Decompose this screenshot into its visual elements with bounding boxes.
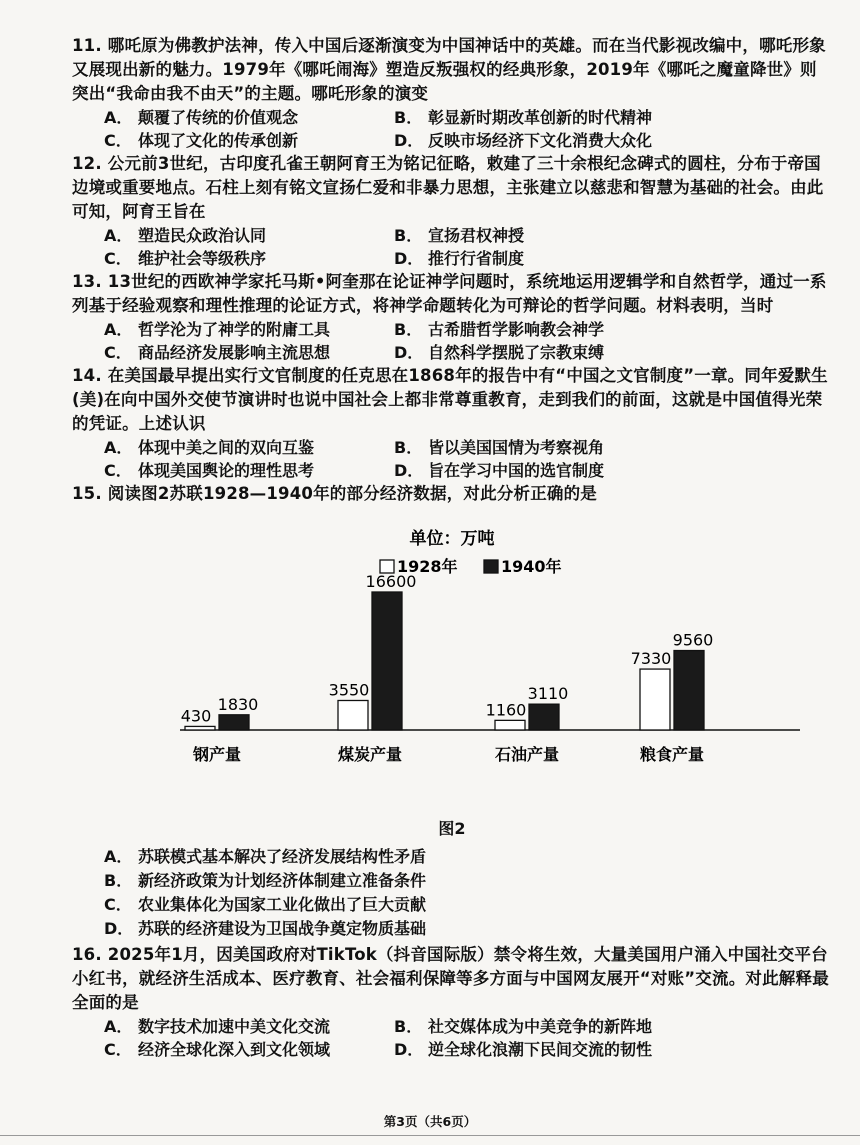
option-text: 逆全球化浪潮下民间交流的韧性 xyxy=(428,1040,653,1059)
bar-3-1 xyxy=(674,651,704,730)
option-letter: B． xyxy=(394,320,423,339)
question-14 xyxy=(72,364,832,482)
option-a xyxy=(104,318,394,341)
question-text: 12. 公元前3世纪，古印度孔雀王朝阿育王为铭记征略，敕建了三十余根纪念碑式的圆柱，分布于帝国边境或重要地点。石柱上刻有铭文宣扬仁爱和非暴力思想，主张建立以慈悲和智慧为基础的社会。由此可知，阿育王旨在 xyxy=(72,154,824,221)
option-text: 自然科学摆脱了宗教束缚 xyxy=(428,343,605,362)
legend-label-0: 1928年 xyxy=(397,557,458,576)
option-text: 体现美国舆论的理性思考 xyxy=(138,461,315,480)
question-15-options xyxy=(104,845,832,941)
data-label-1-1: 16600 xyxy=(365,572,417,591)
option-d xyxy=(394,129,814,152)
option-letter: B． xyxy=(394,1017,423,1036)
page-footer: 第3页（共6页） xyxy=(383,1114,477,1129)
option-letter: B． xyxy=(394,438,423,457)
option-letter: B． xyxy=(104,871,133,890)
option-letter: A． xyxy=(104,847,133,866)
option-c xyxy=(104,459,394,482)
option-letter: D． xyxy=(394,343,424,362)
option-text: 颠覆了传统的价值观念 xyxy=(138,108,299,127)
option-text: 哲学沦为了神学的附庸工具 xyxy=(138,320,331,339)
bar-3-0 xyxy=(640,669,670,730)
option-letter: D． xyxy=(394,461,424,480)
category-label-1: 煤炭产量 xyxy=(337,745,403,764)
option-letter: D． xyxy=(104,919,134,938)
option-text: 社交媒体成为中美竞争的新阵地 xyxy=(428,1017,653,1036)
option-text: 彰显新时期改革创新的时代精神 xyxy=(428,108,653,127)
option-d xyxy=(394,1038,814,1061)
option-text: 古希腊哲学影响教会神学 xyxy=(428,320,605,339)
question-13 xyxy=(72,270,832,364)
option-letter: D． xyxy=(394,131,424,150)
data-label-0-0: 430 xyxy=(180,706,212,726)
option-text: 皆以美国国情为考察视角 xyxy=(428,438,605,457)
category-label-3: 粮食产量 xyxy=(639,745,705,764)
bar-1-1 xyxy=(372,592,402,730)
option-letter: A． xyxy=(104,320,133,339)
question-16-text: 16. 2025年1月，因美国政府对TikTok（抖音国际版）禁令将生效，大量美国用户涌入中国社交平台小红书，就经济生活成本、医疗教育、社会福利保障等多方面与中国网友展开“对账”交流。对此解释最全面的是 xyxy=(72,945,829,1012)
option-a xyxy=(104,106,394,129)
question-16-options xyxy=(104,1015,832,1061)
chart-title: 单位：万吨 xyxy=(409,529,495,549)
option-text: 苏联模式基本解决了经济发展结构性矛盾 xyxy=(138,847,427,866)
option-grid xyxy=(104,436,832,482)
option-text: 反映市场经济下文化消费大众化 xyxy=(428,131,653,150)
option-text: 塑造民众政治认同 xyxy=(138,226,267,245)
option-text: 新经济政策为计划经济体制建立准备条件 xyxy=(138,871,427,890)
question-16 xyxy=(72,943,832,1061)
option-b xyxy=(394,318,814,341)
question-11 xyxy=(72,34,832,152)
option-letter: C． xyxy=(104,895,132,914)
legend-swatch-1 xyxy=(484,560,498,573)
option-c xyxy=(104,247,394,270)
option-a xyxy=(104,224,394,247)
data-label-0-1: 1830 xyxy=(217,694,259,714)
option-b xyxy=(394,436,814,459)
question-list xyxy=(72,34,832,482)
option-letter: B． xyxy=(394,226,423,245)
bar-chart xyxy=(72,512,832,812)
question-15-text: 15. 阅读图2苏联1928—1940年的部分经济数据，对此分析正确的是 xyxy=(72,484,598,503)
option-text: 推行行省制度 xyxy=(428,249,525,268)
option-a xyxy=(104,1015,394,1038)
option-text: 宣扬君权神授 xyxy=(428,226,525,245)
option-letter: A． xyxy=(104,1017,133,1036)
data-label-3-0: 7330 xyxy=(630,649,672,669)
question-text: 13. 13世纪的西欧神学家托马斯•阿奎那在论证神学问题时，系统地运用逻辑学和自然哲学，通过一系列基于经验观察和理性推理的论证方式，将神学命题转化为可辩论的哲学问题。材料表明，当时 xyxy=(72,272,827,315)
option-letter: D． xyxy=(394,1040,424,1059)
option-letter: A． xyxy=(104,226,133,245)
option-grid xyxy=(104,106,832,152)
option-letter: A． xyxy=(104,108,133,127)
bar-0-1 xyxy=(219,715,249,730)
option-letter: C． xyxy=(104,249,132,268)
option-letter: C． xyxy=(104,461,132,480)
figure-caption: 图2 xyxy=(438,819,466,838)
option-b xyxy=(394,1015,814,1038)
option-d xyxy=(394,341,814,364)
option-d xyxy=(104,917,832,941)
data-label-2-0: 1160 xyxy=(485,700,527,720)
data-label-3-1: 9560 xyxy=(672,630,714,650)
option-b xyxy=(394,224,814,247)
bar-2-0 xyxy=(495,720,525,730)
option-letter: D． xyxy=(394,249,424,268)
option-text: 体现中美之间的双向互鉴 xyxy=(138,438,315,457)
option-letter: A． xyxy=(104,438,133,457)
option-text: 农业集体化为国家工业化做出了巨大贡献 xyxy=(138,895,427,914)
option-text: 苏联的经济建设为卫国战争奠定物质基础 xyxy=(138,919,427,938)
option-letter: C． xyxy=(104,343,132,362)
data-label-2-1: 3110 xyxy=(527,684,569,704)
option-letter: B． xyxy=(394,108,423,127)
option-c xyxy=(104,341,394,364)
option-letter: C． xyxy=(104,131,132,150)
legend-label-1: 1940年 xyxy=(501,557,562,576)
bar-2-1 xyxy=(529,704,559,730)
data-label-1-0: 3550 xyxy=(328,680,370,700)
question-text: 14. 在美国最早提出实行文官制度的任克思在1868年的报告中有“中国之文官制度”一章。同年爱默生(美)在向中国外交使节演讲时也说中国社会上都非常尊重教育，走到我们的前面，这就是中国值得光荣的凭证。上述认识 xyxy=(72,366,828,433)
option-text: 商品经济发展影响主流思想 xyxy=(138,343,331,362)
figure-2-chart xyxy=(72,512,832,812)
option-b xyxy=(104,869,832,893)
option-grid xyxy=(104,224,832,270)
option-c xyxy=(104,129,394,152)
option-text: 体现了文化的传承创新 xyxy=(138,131,299,150)
bar-0-0 xyxy=(185,726,215,730)
option-a xyxy=(104,436,394,459)
bar-1-0 xyxy=(338,700,368,730)
question-15 xyxy=(72,482,832,941)
option-d xyxy=(394,247,814,270)
option-c xyxy=(104,1038,394,1061)
category-label-0: 钢产量 xyxy=(192,745,242,764)
option-d xyxy=(394,459,814,482)
option-b xyxy=(394,106,814,129)
question-12 xyxy=(72,152,832,270)
option-text: 经济全球化深入到文化领域 xyxy=(138,1040,331,1059)
bottom-rule xyxy=(0,1135,860,1136)
option-c xyxy=(104,893,832,917)
option-text: 旨在学习中国的选官制度 xyxy=(428,461,605,480)
option-letter: C． xyxy=(104,1040,132,1059)
question-text: 11. 哪吒原为佛教护法神，传入中国后逐渐演变为中国神话中的英雄。而在当代影视改编中，哪吒形象又展现出新的魅力。1979年《哪吒闹海》塑造反叛强权的经典形象，2019年《哪吒之魔童降世》则突出“我命由我不由天”的主题。哪吒形象的演变 xyxy=(72,36,826,103)
category-label-2: 石油产量 xyxy=(494,745,560,764)
option-a xyxy=(104,845,832,869)
option-text: 数字技术加速中美文化交流 xyxy=(138,1017,331,1036)
option-text: 维护社会等级秩序 xyxy=(138,249,267,268)
option-grid xyxy=(104,318,832,364)
